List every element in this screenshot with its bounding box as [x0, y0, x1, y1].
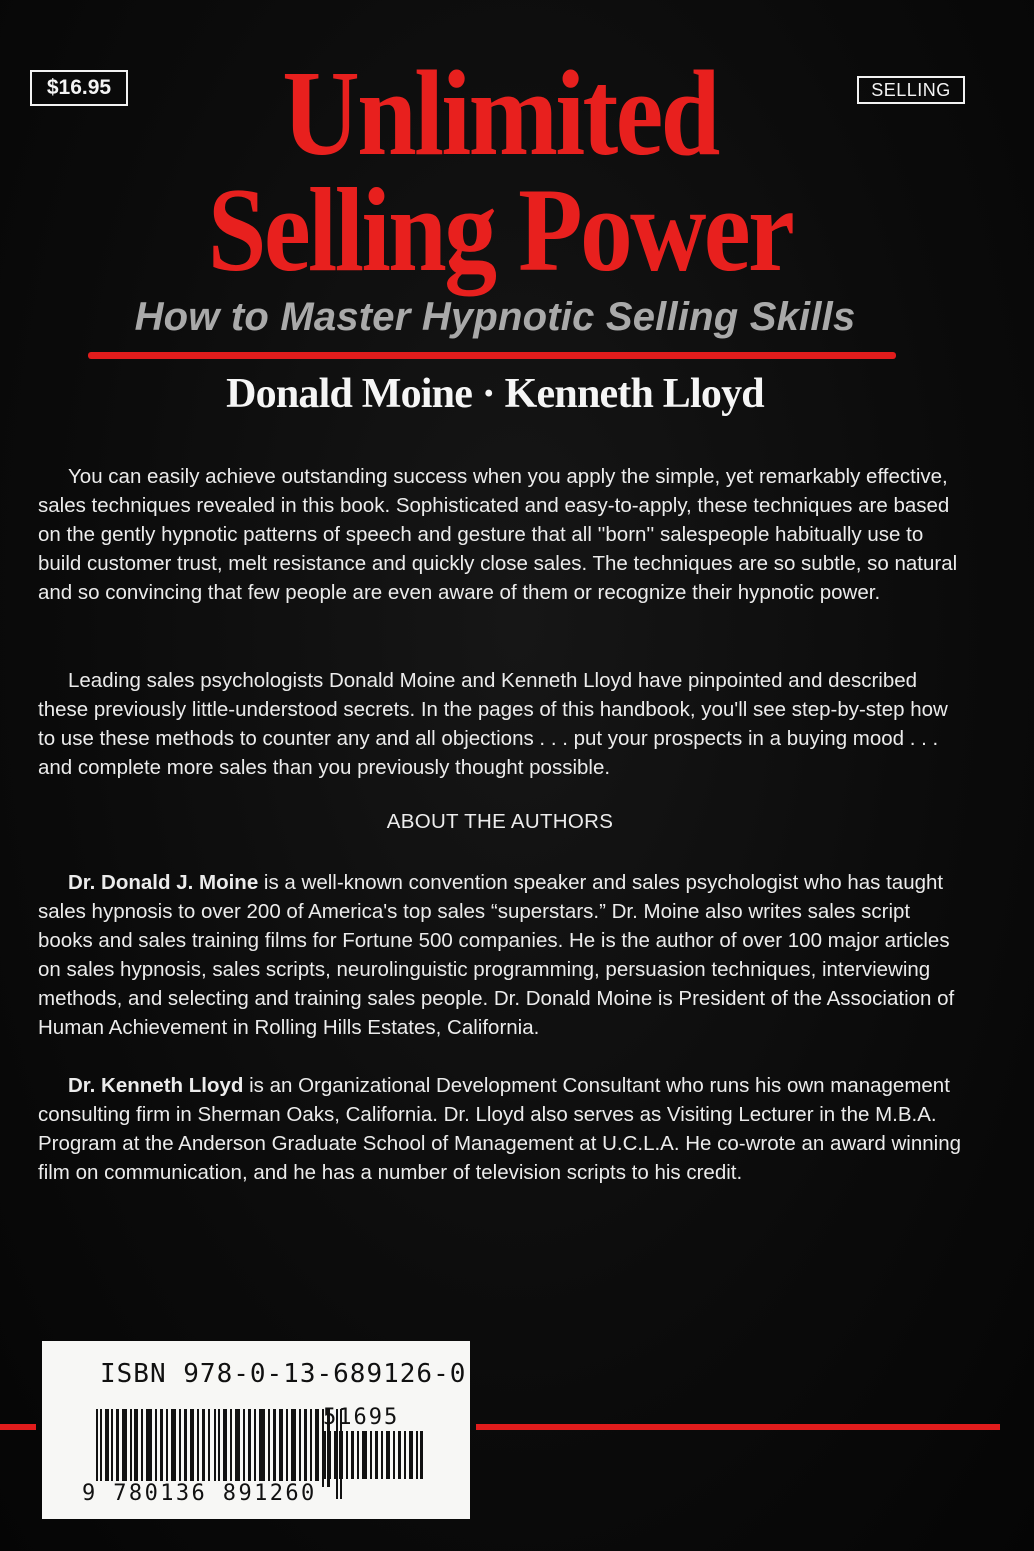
author-names: Donald Moine · Kenneth Lloyd [226, 371, 764, 417]
title-line-1: Unlimited [282, 46, 718, 181]
about-authors-heading: ABOUT THE AUTHORS [386, 810, 614, 833]
price-code: 51695 [323, 1405, 400, 1430]
author-name-moine: Dr. Donald J. Moine [68, 871, 259, 894]
bottom-rule-left [0, 1424, 36, 1430]
description-paragraph-2: Leading sales psychologists Donald Moine and Kenneth Lloyd have pinpointed and described these previously little-understood secrets. In the pages of this handbook, you'll see step-by-step how to use these methods to counter any and all objections . . . put your prospects in a buying mood . . . and complete more sales than you previously thought possible. [38, 669, 948, 779]
author-bio-text-moine: is a well-known convention speaker and sales psychologist who has taught sales hypnosis to over 200 of America's top sales “superstars.” Dr. Moine also writes sales script books and sales training films for Fortune 500 companies. He is the author of over 100 major articles on sales hypnosis, sales scripts, neurolinguistic programming, persuasion techniques, interviewing methods, and selecting and training sales people. Dr. Donald Moine is President of the Association of Human Achievement in Rolling Hills Estates, California. [38, 871, 955, 1039]
price-text: $16.95 [46, 76, 112, 99]
isbn-text: ISBN 978-0-13-689126-0 [100, 1359, 467, 1389]
description-paragraph-1: You can easily achieve outstanding success when you apply the simple, yet remarkably effective, sales techniques revealed in this book. Sophisticated and easy-to-apply, these techniques are based on the gently hypnotic patterns of speech and gesture that all ''born'' salespeople habitually use to build customer trust, melt resistance and quickly close sales. The techniques are so subtle, so natural and so convincing that few people are even aware of them or recognize their hypnotic power. [38, 465, 958, 604]
ean-digits: 9 780136 891260 [82, 1481, 317, 1506]
category-badge [857, 76, 965, 104]
title-line-2: Selling Power [207, 163, 793, 296]
author-name-lloyd: Dr. Kenneth Lloyd [68, 1074, 244, 1097]
barcode-label [42, 1341, 470, 1519]
bottom-rule-right [476, 1424, 1000, 1430]
title-divider [88, 352, 896, 359]
category-text: SELLING [871, 79, 951, 100]
author-bio-lloyd [38, 1071, 968, 1187]
subtitle: How to Master Hypnotic Selling Skills [134, 295, 856, 339]
author-bio-moine [38, 868, 968, 1042]
author-bio-text-lloyd: is an Organizational Development Consultant who runs his own management consulting firm in Sherman Oaks, California. Dr. Lloyd also serves as Visiting Lecturer in the M.B.A. Program at the Anderson Graduate School of Management at U.C.L.A. He co-wrote an award winning film on communication, and he has a number of television scripts to his credit. [38, 1074, 962, 1184]
price-barcode-icon [324, 1431, 424, 1479]
price-badge [30, 70, 128, 106]
